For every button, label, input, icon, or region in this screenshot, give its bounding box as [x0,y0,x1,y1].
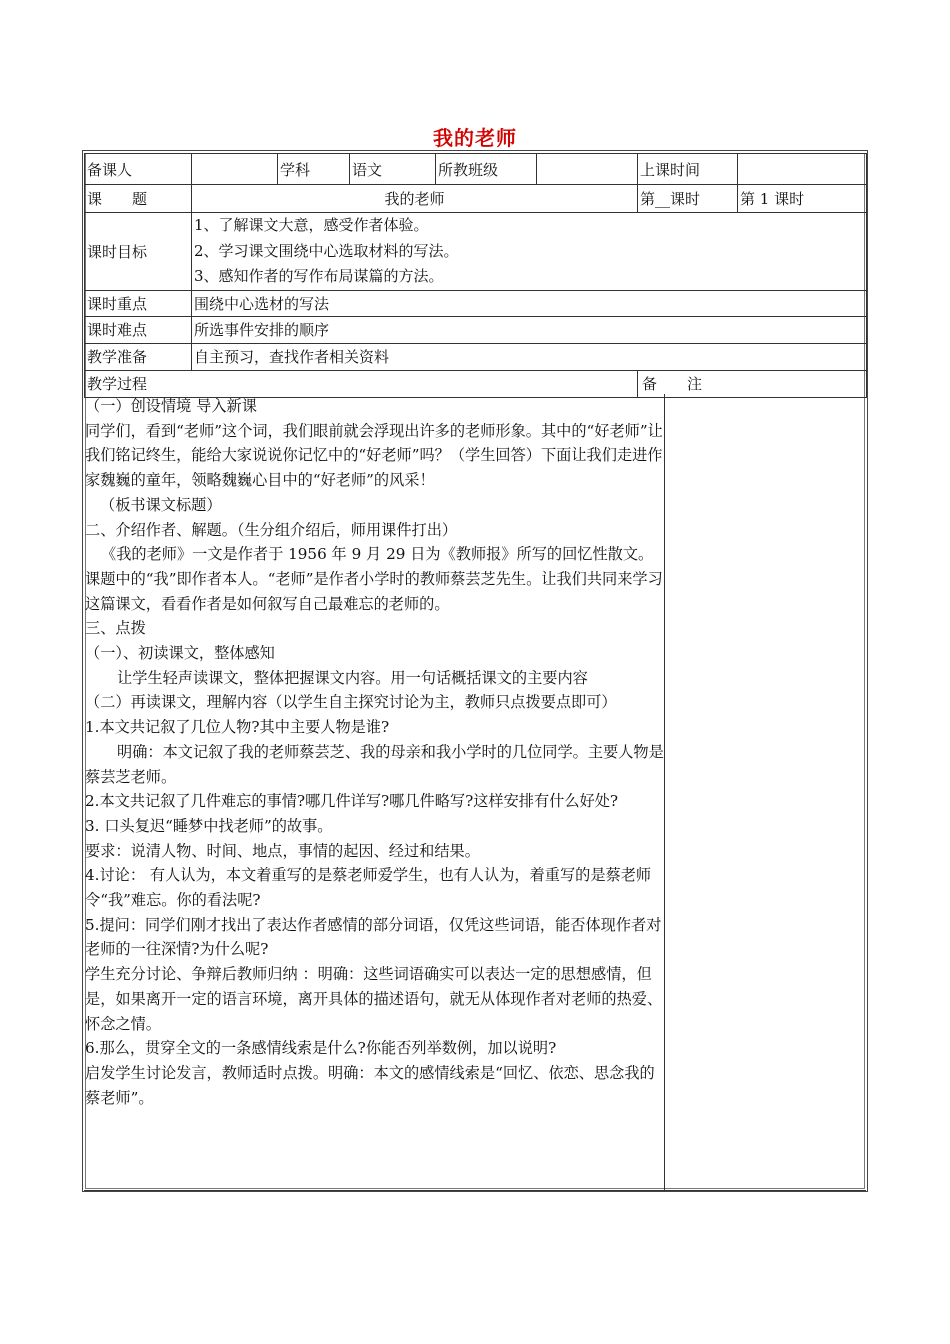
time-value [738,154,867,185]
section-heading: （一）创设情境 导入新课 [85,397,257,415]
question: 1.本文共记叙了几位人物?其中主要人物是谁? [85,718,390,737]
period-value: 第 1 课时 [738,185,867,213]
answer: 学生充分讨论、争辩后教师归纳 ：明确：这些词语确实可以表达一定的思想感情，但是，如果离开一定的语言环境，离开具体的描述语句，就无从体现作者对老师的热爱、怀念之情。 [85,965,663,1033]
key-point-label: 课时重点 [85,290,192,316]
question: 3. 口头复迟“睡梦中找老师”的故事。 [85,816,333,835]
answer: 启发学生讨论发言，教师适时点拨。明确：本文的感情线索是“回忆、依恋、思念我的蔡老师”。 [85,1063,655,1107]
goal-item: 1、了解课文大意，感受作者体验。 [194,216,429,234]
class-label: 所教班级 [436,154,537,185]
process-label: 教学过程 [85,370,638,397]
answer: 明确：本文记叙了我的老师蔡芸芝、我的母亲和我小学时的几位同学。主要人物是蔡芸芝老师。 [85,742,664,786]
goal-item: 3、感知作者的写作布局谋篇的方法。 [194,267,444,285]
class-value [537,154,638,185]
goals-list [192,213,867,291]
topic-label: 课 题 [85,185,192,213]
preparation-value: 自主预习，查找作者相关资料 [192,343,867,370]
period-label: 第__课时 [638,185,738,213]
paragraph: 要求：说清人物、时间、地点，事情的起因、经过和结果。 [85,841,480,860]
notes-column [664,394,866,1190]
question: 4.讨论： 有人认为，本文着重写的是蔡老师爱学生，也有人认为，着重写的是蔡老师令“我”难忘。你的看法呢? [85,866,652,910]
paragraph: （板书课文标题） [100,495,222,514]
notes-label: 备 注 [638,370,867,397]
teaching-process-content [84,394,665,1190]
time-label: 上课时间 [638,154,738,185]
paragraph: 让学生轻声读课文，整体把握课文内容。用一句话概括课文的主要内容 [117,668,588,687]
preparation-label: 教学准备 [85,343,192,370]
topic-value: 我的老师 [192,185,638,213]
section-heading: 三、点拨 [85,619,146,638]
preparer-label: 备课人 [85,154,192,185]
question: 6.那么，贯穿全文的一条感情线索是什么?你能否列举数例，加以说明? [85,1039,557,1058]
subject-value: 语文 [350,154,436,185]
difficulty-label: 课时难点 [85,316,192,343]
table-bottom-border [84,1190,866,1191]
preparer-value [192,154,278,185]
section-heading: （二）再读课文，理解内容（以学生自主探究讨论为主，教师只点拨要点即可） [85,693,617,712]
paragraph: 《我的老师》一文是作者于 1956 年 9 月 29 日为《教师报》所写的回忆性散文。课题中的“我”即作者本人。“老师”是作者小学时的教师蔡芸芝先生。让我们共同来学习这篇课文，看看作者是如何叙写自己最难忘的老师的。 [85,545,663,613]
question: 2.本文共记叙了几件难忘的事情?哪几件详写?哪几件略写?这样安排有什么好处? [85,792,619,811]
section-heading: 二、介绍作者、解题。（生分组介绍后，师用课件打出） [85,520,458,539]
section-heading: （一）、初读课文，整体感知 [85,644,275,663]
key-point-value: 围绕中心选材的写法 [192,290,867,316]
lesson-header-table [84,153,867,398]
goals-label: 课时目标 [85,213,192,291]
goal-item: 2、学习课文围绕中心选取材料的写法。 [194,241,459,260]
difficulty-value: 所选事件安排的顺序 [192,316,867,343]
page-title: 我的老师 [433,126,517,150]
question: 5.提问：同学们刚才找出了表达作者感情的部分词语，仅凭这些词语，能否体现作者对老师的一往深情?为什么呢? [85,915,662,959]
subject-label: 学科 [278,154,350,185]
paragraph: 同学们，看到“老师”这个词，我们眼前就会浮现出许多的老师形象。其中的“好老师”让我们铭记终生，能给大家说说你记忆中的“好老师”吗？（学生回答）下面让我们走进作家魏巍的童年，领略魏巍心目中的“好老师”的风采！ [85,421,663,490]
